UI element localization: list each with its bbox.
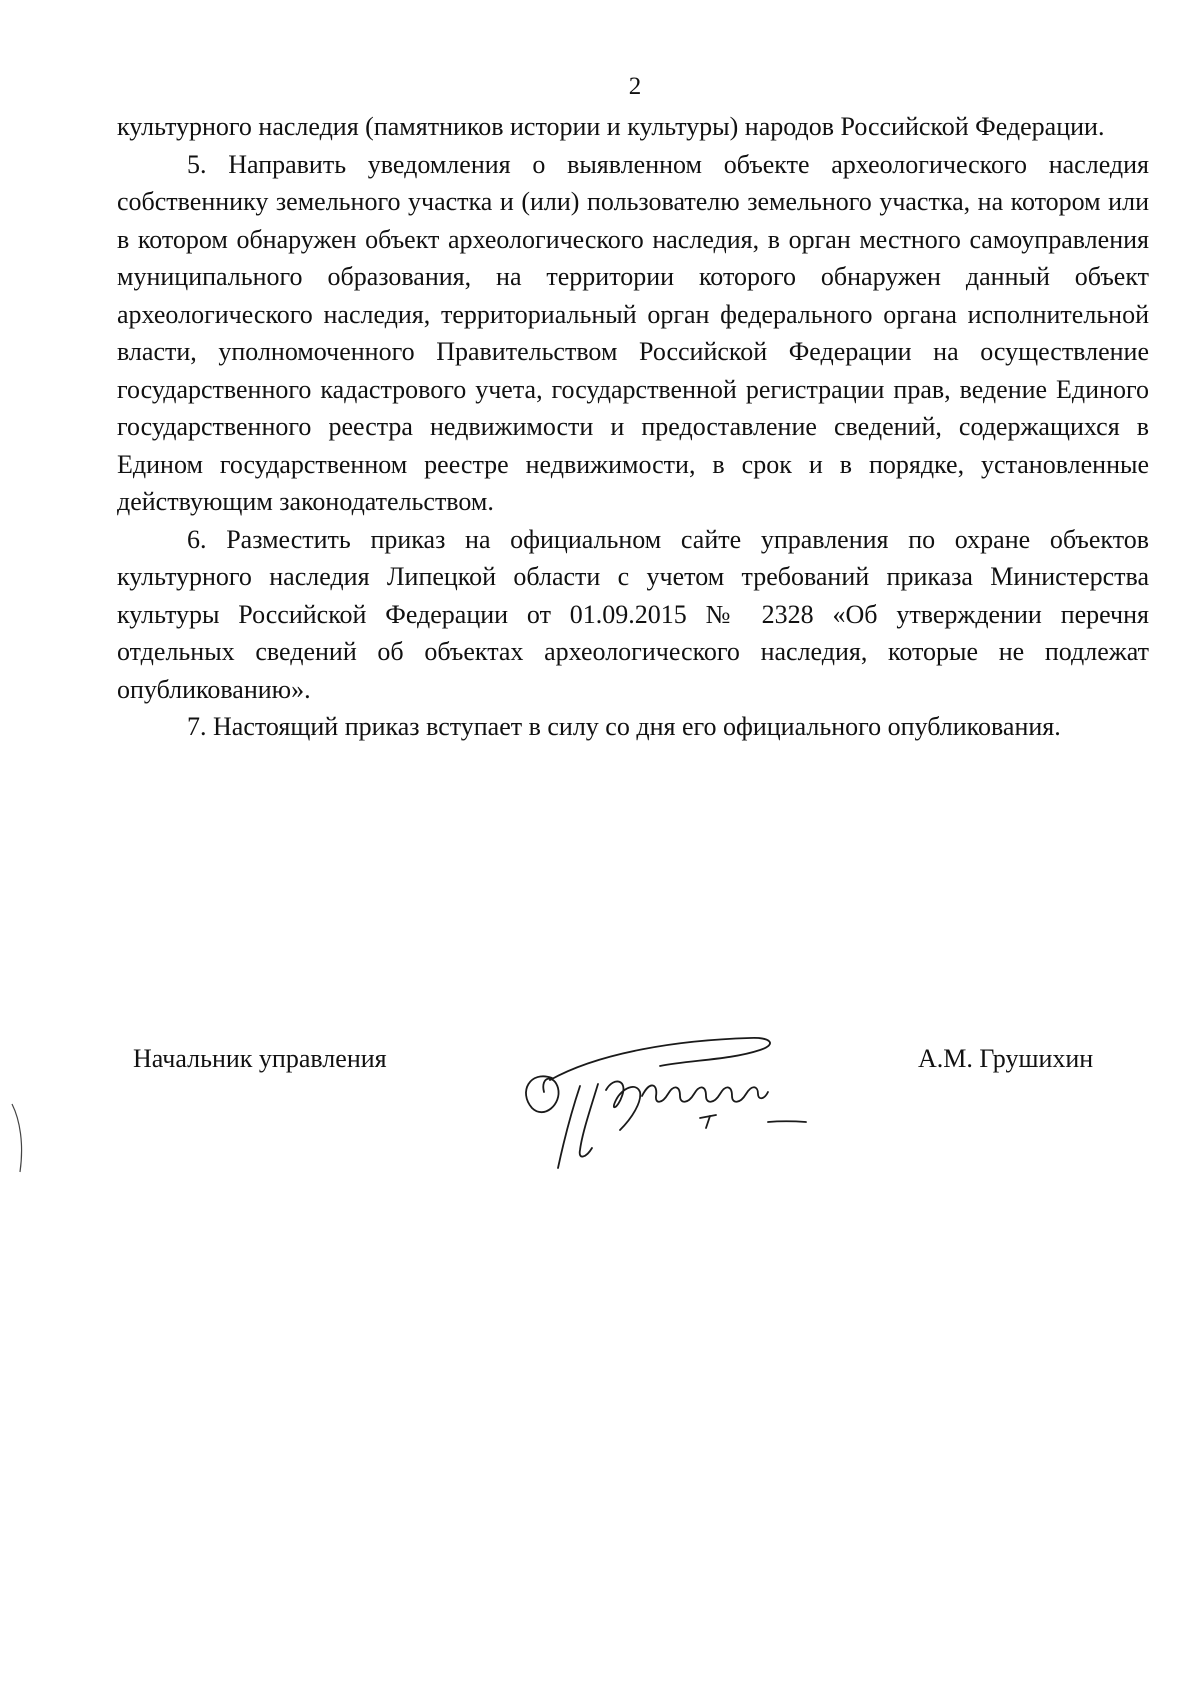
paragraph-continuation: культурного наследия (памятников истории и культуры) народов Российской Федерации. xyxy=(117,112,1105,141)
signer-position: Начальник управления xyxy=(133,1044,387,1073)
paragraph-item-6: 6. Разместить приказ на официальном сайте управления по охране объектов культурного наследия Липецкой области с учетом требований приказа Министерства культуры Российской Федерации от 01.09.2015 № 2328 «Об утверждении перечня отдельных сведений об объектах археологического наследия, которые не подлежат опубликованию». xyxy=(117,524,1149,704)
paragraph-item-5: 5. Направить уведомления о выявленном объекте археологического наследия собственнику земельного участка и (или) пользователю земельного участка, на котором или в котором обнаружен объект археологического наследия, в орган местного самоуправления муниципального образования, на территории которого обнаружен данный объект археологического наследия, территориальный орган федерального органа исполнительной власти, уполномоченного Правительством Российской Федерации на осуществление государственного кадастрового учета, государственной регистрации прав, ведение Единого государственного реестра недвижимости и предоставление сведений, содержащихся в Едином государственном реестре недвижимости, в срок и в порядке, установленные действующим законодательством. xyxy=(117,149,1149,516)
paragraph-item-7: 7. Настоящий приказ вступает в силу со дня его официального опубликования. xyxy=(187,712,1061,741)
document-body xyxy=(117,108,1149,746)
handwritten-signature xyxy=(510,1000,890,1170)
margin-mark xyxy=(8,1100,38,1180)
page-number: 2 xyxy=(628,73,642,100)
signer-name: А.М. Грушихин xyxy=(918,1044,1094,1073)
